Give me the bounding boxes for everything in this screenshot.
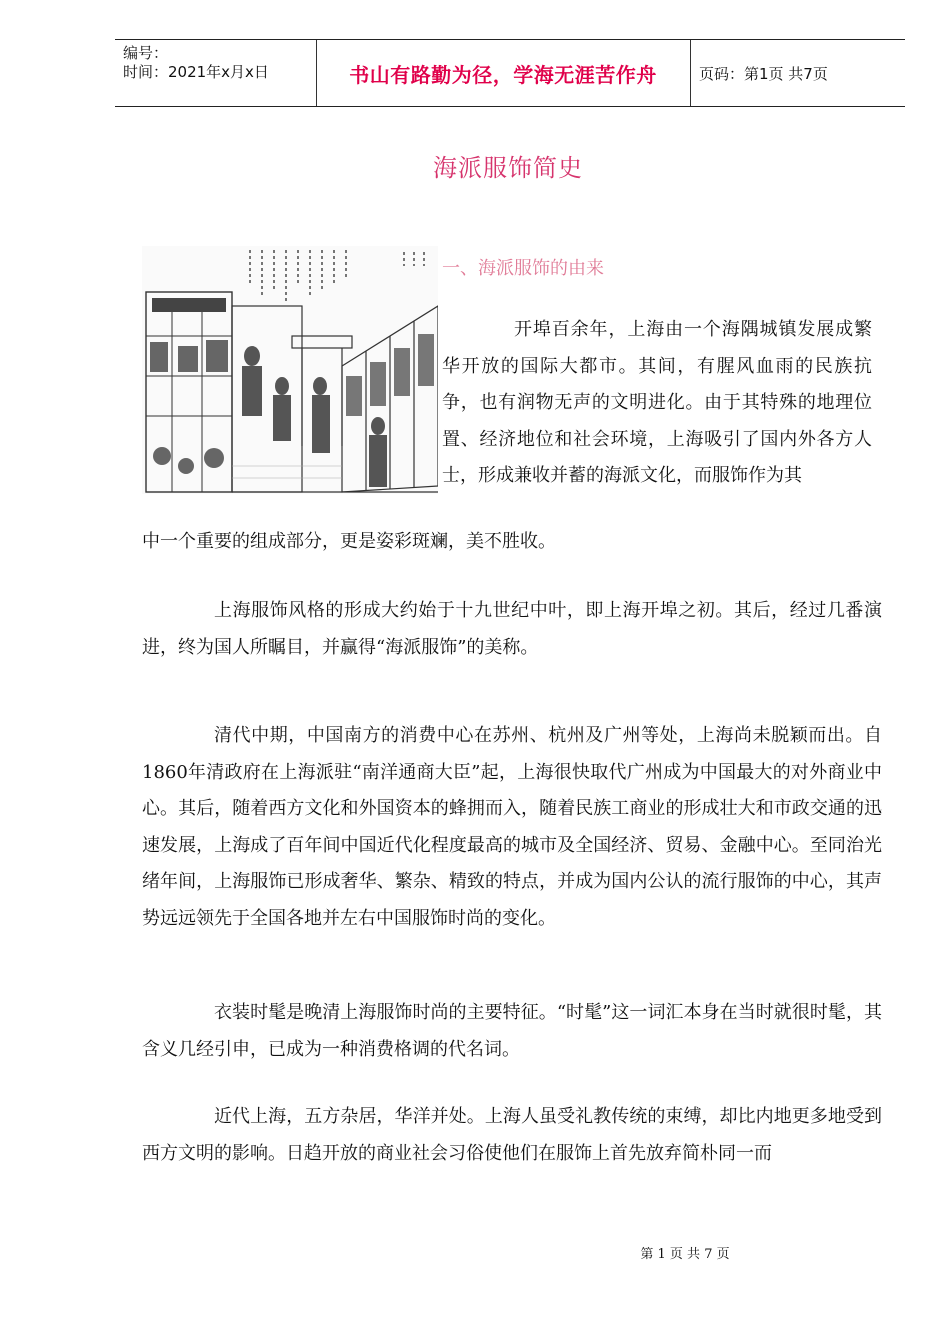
header-meta	[123, 44, 313, 82]
section-heading: 一、海派服饰的由来	[442, 258, 604, 279]
paragraph-1: 开埠百余年，上海由一个海隅城镇发展成繁华开放的国际大都市。其间，有腥风血雨的民族抗争，也有润物无声的文明进化。由于其特殊的地理位置、经济地位和社会环境，上海吸引了国内外各方人士，形成兼收并蓄的海派文化，而服饰作为其	[442, 319, 872, 486]
woodblock-illustration-image	[142, 246, 438, 494]
serial-number-label: 编号：	[123, 44, 169, 62]
header-divider	[690, 40, 691, 106]
paragraph-1-continued: 中一个重要的组成部分，更是姿彩斑斓，美不胜收。	[142, 531, 556, 552]
document-title: 海派服饰简史	[433, 154, 583, 182]
paragraph-2: 上海服饰风格的形成大约始于十九世纪中叶，即上海开埠之初。其后，经过几番演进，终为国人所瞩目，并赢得“海派服饰”的美称。	[142, 600, 882, 658]
header-motto: 书山有路勤为径，学海无涯苦作舟	[349, 62, 657, 87]
page-footer: 第 1 页 共 7 页	[640, 1247, 730, 1262]
header-page-info: 页码：第1页 共7页	[699, 64, 828, 83]
page-header	[115, 39, 905, 107]
paragraph-5: 近代上海，五方杂居，华洋并处。上海人虽受礼教传统的束缚，却比内地更多地受到西方文明的影响。日趋开放的商业社会习俗使他们在服饰上首先放弃简朴同一而	[142, 1106, 882, 1164]
time-label: 时间：2021年x月x日	[123, 63, 269, 81]
paragraph-4: 衣装时髦是晚清上海服饰时尚的主要特征。“时髦”这一词汇本身在当时就很时髦，其含义几经引申，已成为一种消费格调的代名词。	[142, 1002, 882, 1060]
paragraph-3: 清代中期，中国南方的消费中心在苏州、杭州及广州等处，上海尚未脱颖而出。自1860年清政府在上海派驻“南洋通商大臣”起，上海很快取代广州成为中国最大的对外商业中心。其后，随着西方文化和外国资本的蜂拥而入，随着民族工商业的形成壮大和市政交通的迅速发展，上海成了百年间中国近代化程度最高的城市及全国经济、贸易、金融中心。至同治光绪年间，上海服饰已形成奢华、繁杂、精致的特点，并成为国内公认的流行服饰的中心，其声势远远领先于全国各地并左右中国服饰时尚的变化。	[142, 725, 882, 929]
